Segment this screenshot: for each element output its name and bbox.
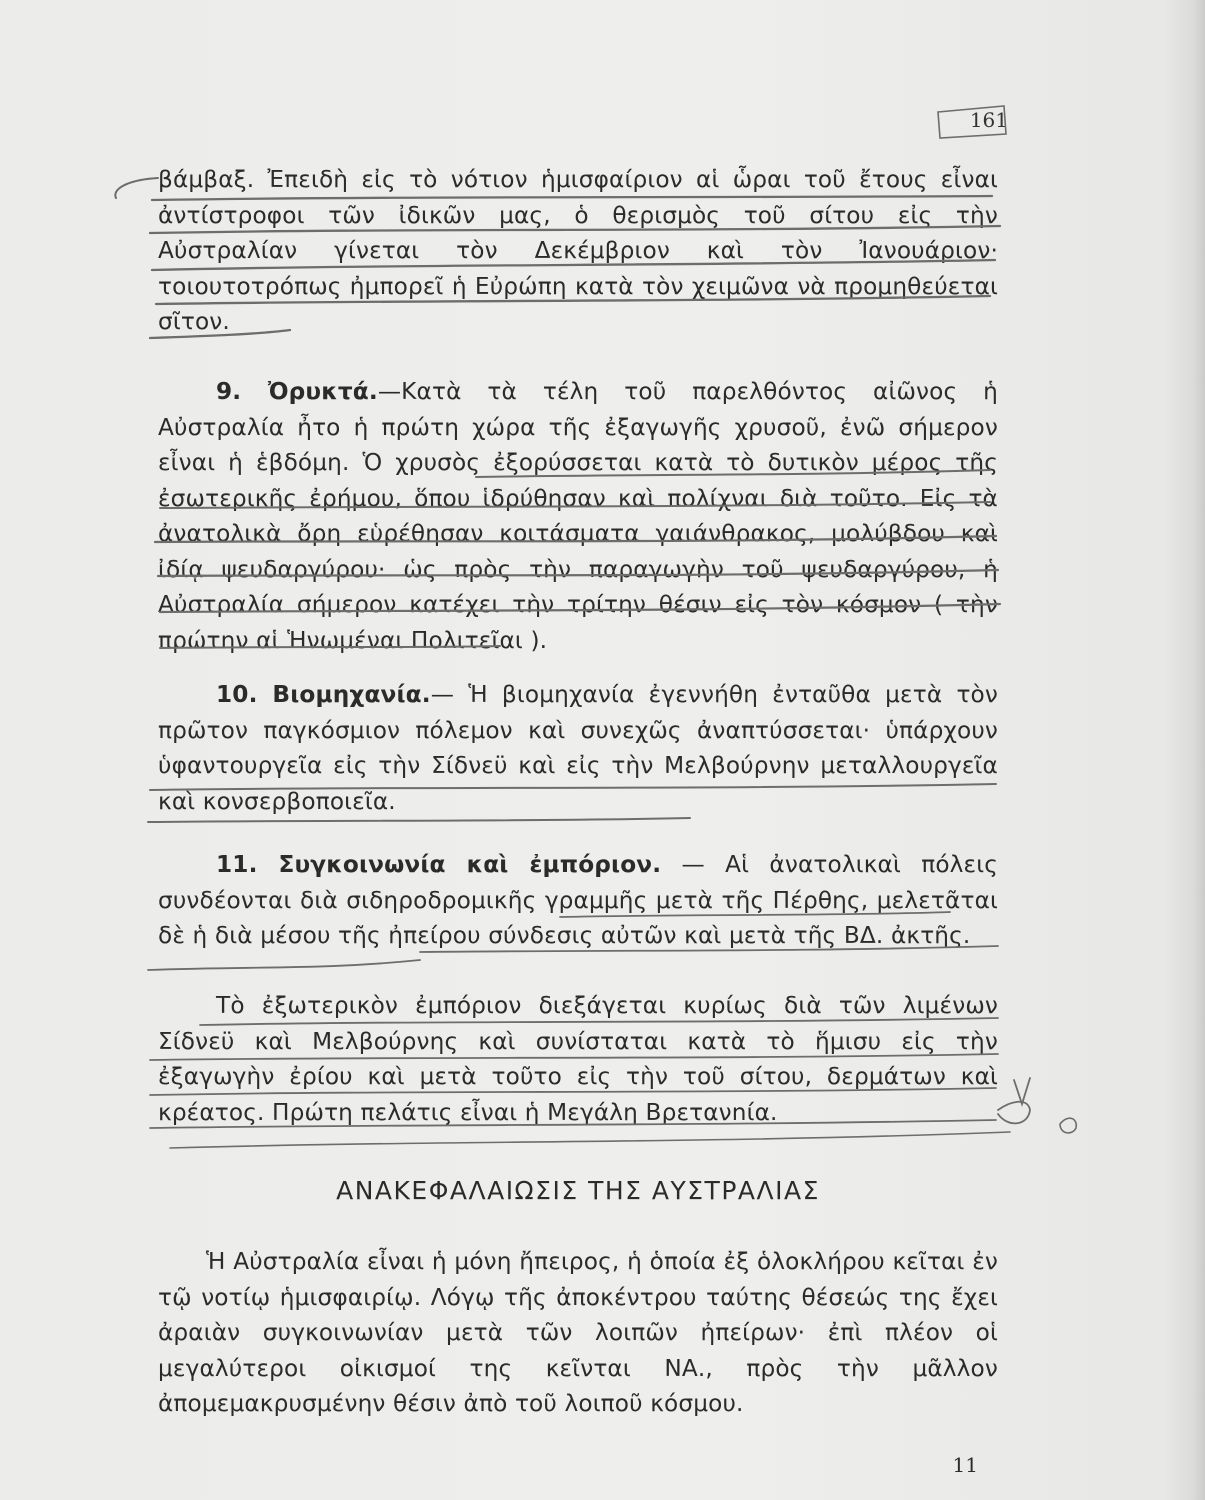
page-edge-shadow xyxy=(1165,0,1205,1500)
summary-title: ΑΝΑΚΕΦΑΛΑΙΩΣΙΣ ΤΗΣ ΑΥΣΤΡΑΛΙΑΣ xyxy=(336,1176,820,1205)
handwritten-scribble xyxy=(998,1102,1030,1124)
trade-paragraph: Τὸ ἐξωτερικὸν ἐμπόριον διεξάγεται κυρίως διὰ τῶν λιμένων Σίδνεϋ καὶ Μελβούρνης καὶ συνίσταται κατὰ τὸ ἥμισυ εἰς τὴν ἐξαγωγὴν ἐρίου καὶ μετὰ τοῦτο εἰς τὴν τοῦ σίτου, δερμάτων καὶ κρέατος. Πρώτη πελάτις εἶναι ἡ Μεγάλη Βρετανnία. xyxy=(158,992,998,1126)
summary-paragraph: Ἡ Αὐστραλία εἶναι ἡ μόνη ἤπειρος, ἡ ὁποία ἐξ ὁλοκλήρου κεῖται ἐν τῷ νοτίῳ ἡμισφαιρίῳ. Λόγῳ τῆς ἀποκέντρου ταύτης θέσεώς της ἔχει ἀραιὰν συγκοινωνίαν μετὰ τῶν λοιπῶν ἠπείρων· ἐπὶ πλέον οἱ μεγαλύτεροι οἰκισμοί της κεῖνται ΝΑ., πρὸς τὴν μᾶλλον ἀπομεμακρυσμένην θέσιν ἀπὸ τοῦ λοιποῦ κόσμου. xyxy=(158,1248,998,1417)
underline-mark xyxy=(148,960,420,970)
section-body: — Ἡ βιομηχανία ἐγεννήθη ἐνταῦθα μετὰ τὸν πρῶτον παγκόσμιον πόλεμον καὶ συνεχῶς ἀναπτύσσεται· ὑπάρχουν ὑφαντουργεῖα εἰς τὴν Σίδνεϋ καὶ εἰς τὴν Μελβούρνην μεταλλουργεῖα καὶ κονσερβοποιεῖα. xyxy=(158,681,998,815)
section-body: —Κατὰ τὰ τέλη τοῦ παρελθόντος αἰῶνος ἡ Αὐστραλία ἦτο ἡ πρώτη χώρα τῆς ἐξαγωγῆς χρυσοῦ, ἐνῶ σήμερον εἶναι ἡ ἑβδόμη. Ὁ χρυσὸς ἐξορύσσεται κατὰ τὸ δυτικὸν μέρος τῆς ἐσωτερικῆς ἐρήμου, ὅπου ἱδρύθησαν καὶ πολίχναι διὰ τοῦτο. Εἰς τὰ ἀνατολικὰ ὄρη εὑρέθησαν κοιτάσματα γαιάνθρακος, μολύβδου καὶ ἰδίᾳ ψευδαργύρου· ὡς πρὸς τὴν παραγωγὴν τοῦ ψευδαργύρου, ἡ Αὐστραλία σήμερον κατέχει τὴν τρίτην θέσιν εἰς τὸν κόσμον ( τὴν πρώτην αἱ Ἡνωμέναι Πολιτεῖαι ). xyxy=(158,378,998,654)
section-industry xyxy=(158,677,998,819)
section-transport xyxy=(158,847,998,954)
intro-paragraph: βάμβαξ. Ἐπειδὴ εἰς τὸ νότιον ἡμισφαίριον αἱ ὧραι τοῦ ἔτους εἶναι ἀντίστροφοι τῶν ἰδικῶν μας, ὁ θερισμὸς τοῦ σίτου εἰς τὴν Αὐστραλίαν γίνεται τὸν Δεκέμβριον καὶ τὸν Ἰανουάριον· τοιουτοτρόπως ἠμπορεῖ ἡ Εὐρώπη κατὰ τὸν χειμῶνα νὰ προμηθεύεται σῖτον. xyxy=(158,166,998,335)
top-page-number: 161 xyxy=(969,108,1008,132)
trade-block xyxy=(158,988,998,1130)
handwritten-scribble xyxy=(1060,1118,1076,1133)
section-heading: 11. Συγκοινωνία καὶ ἐμπόριον. xyxy=(216,851,662,878)
section-heading: 10. Βιομηχανία. xyxy=(216,681,431,708)
underline-mark xyxy=(170,1132,1010,1148)
bottom-page-number: 11 xyxy=(952,1453,978,1477)
handwritten-scribble xyxy=(1014,1078,1030,1104)
section-ores xyxy=(158,374,998,658)
section-heading: 9. Ὀρυκτά. xyxy=(216,378,378,405)
summary-block xyxy=(158,1244,998,1422)
intro-block xyxy=(158,162,998,340)
section-body: — Αἱ ἀνατολικαὶ πόλεις συνδέονται διὰ σιδηροδρομικῆς γραμμῆς μετὰ τῆς Πέρθης, μελετᾶται δὲ ἡ διὰ μέσου τῆς ἠπείρου σύνδεσις αὐτῶν καὶ μετὰ τῆς ΒΔ. ἀκτῆς. xyxy=(158,851,998,949)
bracket-mark xyxy=(115,178,158,198)
